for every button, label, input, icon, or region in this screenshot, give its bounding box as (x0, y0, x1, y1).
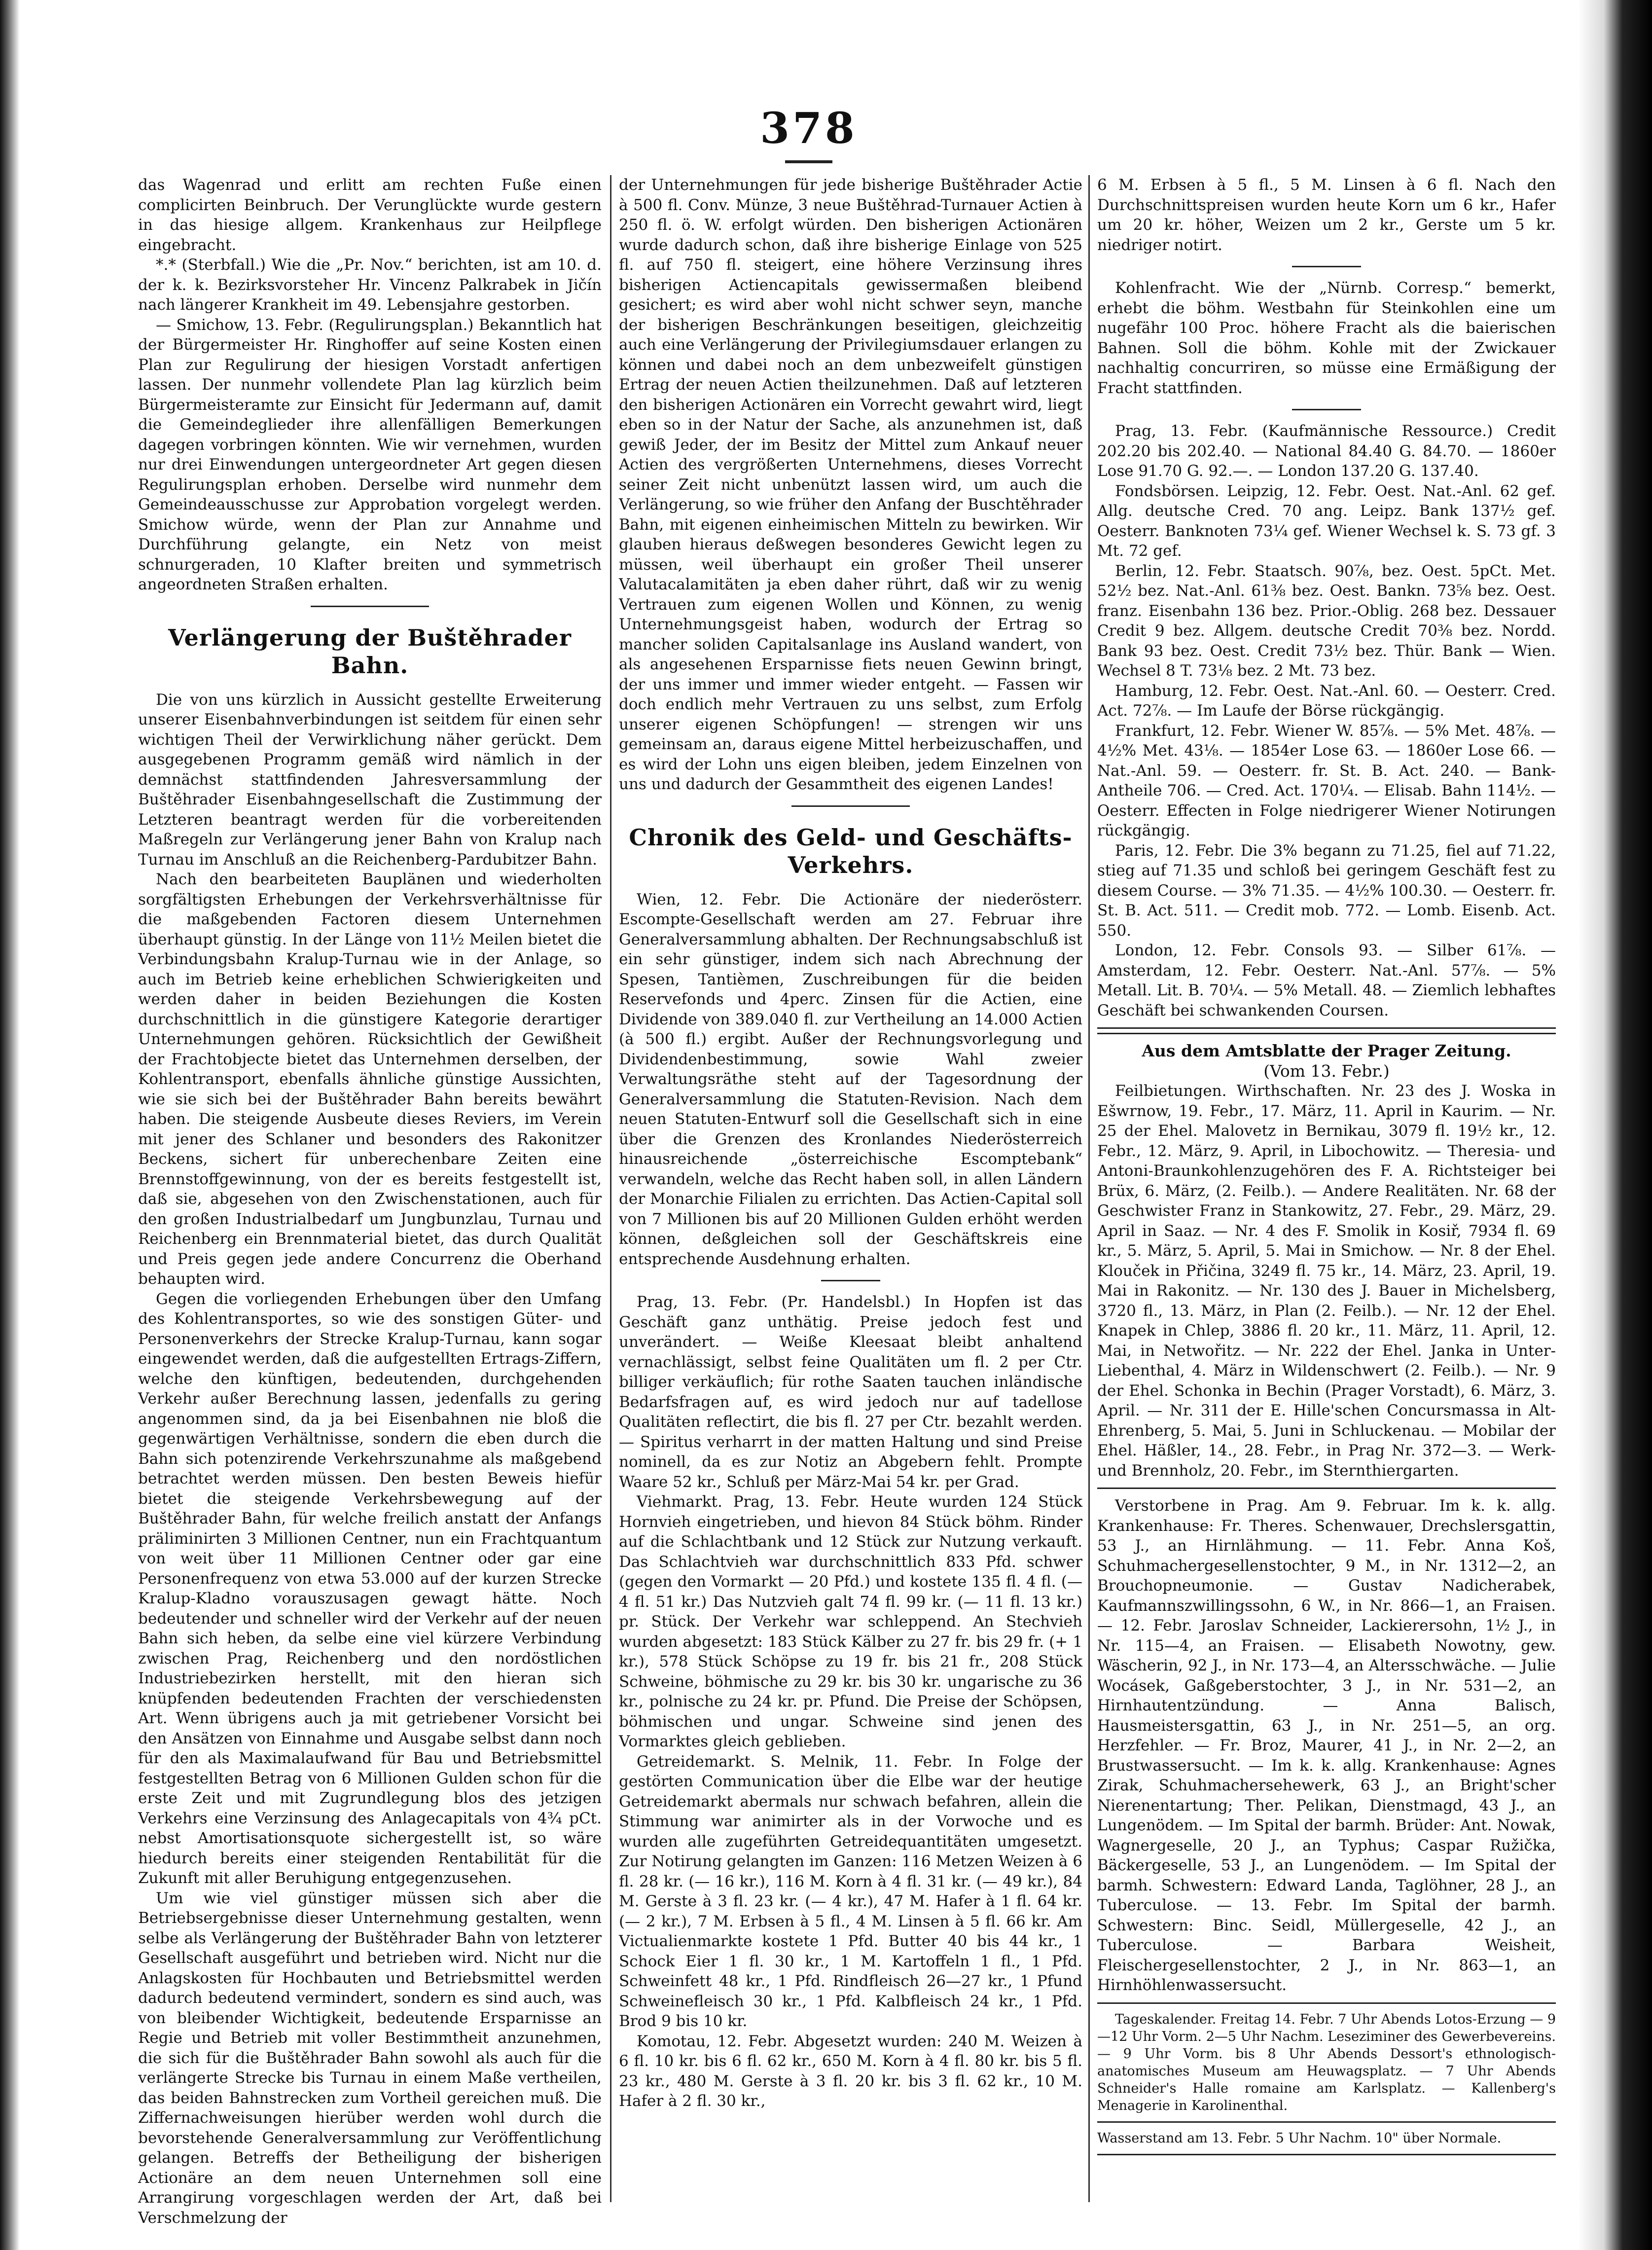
water-level: Wasserstand am 13. Febr. 5 Uhr Nachm. 10" über Normale. (1097, 2130, 1502, 2146)
section-divider (311, 606, 429, 607)
article-paragraph: Nach den bearbeiteten Bauplänen und wiederholten sorgfältigsten Erhebungen der Verkehrsverhältnisse für die maßgebenden Factoren diesem Unternehmen überhaupt günstig. In der Länge von 11½ Meilen bietet die Verbindungsbahn Kralup-Turnau wie in der Anlage, so auch im Betrieb keine erheblichen Schwierigkeiten und werden daher in beiden Beziehungen die Kosten durchschnittlich in die günstigere Kategorie derartiger Unternehmungen gehören. Rücksichtlich der Gewißheit der Frachtobjecte bietet das Unternehmen derselben, der Kohlentransport, ebenfalls ähnliche günstige Aussichten, wie sie sich bei der Buštěhrader Bahn bereits bewährt haben. Die steigende Ausbeute dieses Reviers, im Verein mit jener des Schlaner und besonders des Rakonitzer Beckens, sichert für unberechenbare Zeiten eine Brennstoffgewinnung, von der es bereits festgestellt ist, daß sie, abgesehen von den Zwischenstationen, auch für den großen Industrialbedarf um Jungbunzlau, Turnau und Reichenberg ein Brennmaterial bietet, das durch Qualität und Preis gegen jede andere Concurrenz die Oberhand behaupten wird. (138, 871, 602, 1288)
article-paragraph: Gegen die vorliegenden Erhebungen über den Umfang des Kohlentransportes, so wie des sonstigen Güter- und Personenverkehrs der Strecke Kralup-Turnau, kann sogar eingewendet werden, daß die aufgestellten Ertrags-Ziffern, welche den künftigen, bedeutenden, durchgehenden Verkehr außer Berechnung lassen, jedenfalls zu gering angenommen sind, da ja bei Eisenbahnen nie bloß die gegenwärtigen Verhältnisse, sondern die eben durch die Bahn sich potenzirende Verkehrszunahme als maßgebend betrachtet werden müssen. Den besten Beweis hiefür bietet die steigende Verkehrsbewegung auf der Buštěhrader Bahn, für welche freilich anstatt der Anfangs präliminirten 3 Millionen Centner, nun ein Frachtquantum von weit über 11 Millionen Centner oder gar eine Personenfrequenz von etwa 53.000 auf der kurzen Strecke Kralup-Kladno vorauszusagen gewagt hätte. Noch bedeutender und schneller wird der Verkehr auf der neuen Bahn sich heben, da selbe eine viel kürzere Verbindung zwischen Prag, Reichenberg und den nordöstlichen Industriebezirken herstellt, mit den hieran sich knüpfenden bedeutenden Frachten der verschiedensten Art. Wenn übrigens auch ja mit getriebener Vorsicht bei den Ansätzen von Einnahme und Ausgabe selbst dann noch für den als Maximalaufwand für Bau und Betriebsmittel festgestellten Betrag von 6 Millionen Gulden schon für die erste Zeit und mit Zugrundlegung blos des jetzigen Verkehrs eine Verzinsung des Anlagecapitals von 4¾ pCt. nebst Amortisationsquote sichergestellt ist, so wäre hiedurch bereits einer steigenden Rentabilität für die Zukunft mit aller Beruhigung entgegenzusehen. (138, 1290, 602, 1887)
scan-edge-right (1578, 0, 1652, 2250)
market-report: 6 M. Erbsen à 5 fl., 5 M. Linsen à 6 fl. Nach den Durchschnittspreisen wurden heute Korn um 6 kr., Hafer um 20 kr. höher, Weizen um 2 kr., Gerste um 5 kr. niedriger notirt. (1097, 176, 1556, 254)
section-title-amtsblatt: Aus dem Amtsblatte der Prager Zeitung. (1142, 1041, 1511, 1060)
official-notice: Feilbietungen. Wirthschaften. Nr. 23 des J. Woska in Ešwrnow, 19. Febr., 17. März, 11. April in Kaurim. — Nr. 25 der Ehel. Malovetz in Bernikau, 3079 fl. 19½ kr., 12. Febr., 12. März, 9. April, in Libochowitz. — Theresia- und Antoni-Braunkohlenzugehören des F. A. Richtsteiger bei Brüx, 6. März, (2. Feilb.). — Andere Realitäten. Nr. 68 der Geschwister Franz in Stankowitz, 27. Febr., 29. März, 29. April in Saaz. — Nr. 4 des F. Smolik in Kosiř, 7934 fl. 69 kr., 5. März, 5. April, 5. Mai in Smichow. — Nr. 8 der Ehel. Klouček in Přičina, 3249 fl. 75 kr., 14. März, 23. April, 19. Mai in Rakonitz. — Nr. 130 des J. Bauer in Michelsberg, 3720 fl., 13. März, in Plan (2. Feilb.). — Nr. 12 der Ehel. Knapek in Chlep, 3886 fl. 20 kr., 11. März, 11. April, 12. Mai, in Netwořitz. — Nr. 222 der Ehel. Janka in Unter-Liebenthal, 4. März in Wildenschwert (2. Feilb.). — Nr. 9 der Ehel. Schonka in Bechin (Prager Vorstadt), 6. März, 3. April. — Nr. 311 der E. Hille'schen Concursmassa in Alt-Ehrenberg, 5. Mai, 5. Juni in Schluckenau. — Mobilar der Ehel. Häßler, 14., 28. Febr., in Prag Nr. 372—3. — Werk- und Brennholz, 20. Febr., im Sternthiergarten. (1097, 1082, 1556, 1480)
section-divider (1292, 266, 1361, 267)
section-divider (791, 805, 910, 807)
daily-calendar: Tageskalender. Freitag 14. Febr. 7 Uhr Abends Lotos-Erzung — 9—12 Uhr Vorm. 2—5 Uhr Nachm. Leseziminer des Gewerbevereins. — 9 Uhr Vorm. bis 8 Uhr Abends Dessort's ethnologisch-anatomisches Museum am Heuwagsplatz. — 7 Uhr Abends Schneider's Halle romaine am Karlsplatz. — Kallenberg's Menagerie in Karolinenthal. (1097, 2011, 1556, 2113)
article-paragraph: — Smichow, 13. Febr. (Regulirungsplan.) Bekanntlich hat der Bürgermeister Hr. Ringhoffer auf seine Kosten einen Plan zur Regulirung der hiesigen Vorstadt anfertigen lassen. Der nunmehr vollendete Plan lag kürzlich beim Bürgermeisteramte zur Einsicht für Jedermann auf, damit die Gemeindeglieder ihre allenfälligen Bemerkungen dagegen vorbringen könnten. Wie wir vernehmen, wurden nur drei Einwendungen untergeordneter Art gegen diesen Regulirungsplan erhoben. Derselbe wird nunmehr dem Gemeindeausschusse zur Approbation vorgelegt werden. Smichow würde, wenn der Plan zur Annahme und Durchführung gelangte, ein Netz von meist schnurgeraden, 10 Klafter breiten und symmetrisch angeordneten Straßen erhalten. (138, 316, 602, 593)
section-title-date: (Vom 13. Febr.) (1263, 1061, 1390, 1081)
column-divider-2 (1088, 175, 1090, 2202)
market-report: Prag, 13. Febr. (Pr. Handelsbl.) In Hopfen ist das Geschäft ganz unthätig. Preise jedoch fest und unverändert. — Weiße Kleesaat bleibt anhaltend vernachlässigt, selbst feine Qualitäten um fl. 2 per Ctr. billiger verkäuflich; für rothe Saaten tauchen inländische Bedarfsfragen auf, es wird jedoch nur auf tadellose Qualitäten reflectirt, die bis fl. 27 per Ctr. bezahlt werden. — Spiritus verharrt in der matten Haltung und sind Preise nominell, da es zur Notiz an Abgebern fehlt. Prompte Waare 52 kr., Schluß per März-Mai 54 kr. per Grad. (619, 1293, 1082, 1491)
market-report: Wien, 12. Febr. Die Actionäre der niederösterr. Escompte-Gesellschaft werden am 27. Februar ihre Generalversammlung abhalten. Der Rechnungsabschluß ist ein sehr günstiger, indem sich nach Abrechnung der Spesen, Tantièmen, Zuschreibungen für die beiden Reservefonds und 4perc. Zinsen für die Actien, eine Dividende von 389.040 fl. zur Vertheilung an 14.000 Actien (à 500 fl.) ergibt. Außer der Rechnungsvorlegung und Dividendenbestimmung, sowie Wahl zweier Verwaltungsräthe steht auf der Tagesordnung der Generalversammlung die Statuten-Revision. Nach dem neuen Statuten-Entwurf soll die Gesellschaft sich in eine über die Grenzen des Kronlandes Niederösterreich hinausreichende „österreichische Escomptebank“ verwandeln, welche das Recht haben soll, in allen Ländern der Monarchie Filialen zu errichten. Das Actien-Capital soll von 7 Millionen bis auf 20 Millionen Gulden erhöht werden können, deßgleichen soll der Geschäftskreis eine entsprechende Ausdehnung erhalten. (619, 890, 1082, 1268)
section-divider-double (1097, 1027, 1556, 1034)
column-divider-1 (610, 175, 611, 2202)
article-paragraph: *.* (Sterbfall.) Wie die „Pr. Nov.“ berichten, ist am 10. d. der k. k. Bezirksvorsteher Hr. Vincenz Palkrabek in Jičín nach längerer Krankheit im 49. Lebensjahre gestorben. (138, 256, 602, 314)
column-2 (619, 175, 1082, 2207)
article-paragraph: Die von uns kürzlich in Aussicht gestellte Erweiterung unserer Eisenbahnverbindungen ist seitdem für einen sehr wichtigen Theil der Verwirklichung näher gerückt. Dem ausgegebenen Programm gemäß wird nämlich in der demnächst stattfindenden Jahresversammlung der Buštěhrader Eisenbahngesellschaft die Zustimmung der Letzteren beantragt werden für die vorbereitenden Maßregeln zur Verlängerung jener Bahn von Kralup nach Turnau im Anschluß an die Reichenberg-Pardubitzer Bahn. (138, 690, 602, 869)
section-divider (1292, 409, 1361, 410)
section-divider (1097, 2121, 1556, 2123)
section-divider (1097, 1488, 1556, 1489)
section-divider (1097, 2154, 1556, 2155)
exchange-report: Frankfurt, 12. Febr. Wiener W. 85⅞. — 5% Met. 48⅞. — 4½% Met. 43⅛. — 1854er Lose 63. — 1860er Lose 66. — Nat.-Anl. 59. — Oesterr. fr. St. B. Act. 240. — Bank-Antheile 706. — Cred. Act. 170¼. — Elisab. Bahn 114½. — Oesterr. Effecten in Folge niedrigerer Wiener Notirungen rückgängig. (1097, 722, 1556, 839)
article-paragraph: der Unternehmungen für jede bisherige Buštěhrader Actie à 500 fl. Conv. Münze, 3 neue Buštěhrad-Turnauer Actien à 250 fl. ö. W. erfolgt würden. Den bisherigen Actionären wurde dadurch schon, daß ihre bisherige Einlage von 525 fl. auf 750 fl. steigert, eine höhere Verzinsung ihres bisherigen Actiencapitals gewissermaßen bleibend gesichert; es wird aber wohl nicht schwer seyn, manche der bisherigen Beschränkungen beseitigen, gleichzeitig auch eine Verlängerung der Privilegiumsdauer erlangen zu können und dabei noch an dem unbezweifelt günstigen Ertrag der neuen Actien theilzunehmen. Daß auf letzteren den bisherigen Actionären ein Vorrecht gewahrt wird, liegt eben so in der Natur der Sache, als anzunehmen ist, daß gewiß Jeder, der im Besitz der Mittel zum Ankauf neuer Actien des vergrößerten Unternehmens, dieses Vorrecht seiner Zeit nicht unbenützt lassen wird, um auch die Verlängerung, so wie früher den Anfang der Buschtěhrader Bahn, mit eigenen einheimischen Mitteln zu bewirken. Wir glauben hieraus deßwegen besonderes Gewicht legen zu müssen, weil überhaupt ein großer Theil unserer Valutacalamitäten ja eben daher rührt, daß wir zu wenig Vertrauen zum eigenen Wollen und Können, zu wenig Unternehmungsgeist haben, wodurch der Ertrag so mancher soliden Capitalsanlage ins Ausland wandert, von als angesehenen Ersparnisse fiets neuen Gewinn bringt, der uns immer und immer wieder entgeht. — Fassen wir doch endlich mehr Vertrauen zu uns selbst, zum Erfolg unserer eigenen Schöpfungen! — strengen wir uns gemeinsam an, daraus eigene Mittel herbeizuschaffen, und es wird der Lohn uns eigen bleiben, jedem Einzelnen von uns und dadurch der Gesammtheit des eigenen Landes! (619, 176, 1082, 793)
section-divider (1097, 2002, 1556, 2004)
exchange-report: Prag, 13. Febr. (Kaufmännische Ressource.) Credit 202.20 bis 202.40. — National 84.40 G. 84.70. — 1860er Lose 91.70 G. 92.—. — London 137.20 G. 137.40. (1097, 422, 1556, 480)
exchange-report: Fondsbörsen. Leipzig, 12. Febr. Oest. Nat.-Anl. 62 gef. Allg. deutsche Cred. 70 ang. Leipz. Bank 137½ gef. Oesterr. Banknoten 73¼ gef. Wiener Wechsel k. S. 73 gf. 3 Mt. 72 gef. (1097, 482, 1556, 560)
market-report: Komotau, 12. Febr. Abgesetzt wurden: 240 M. Weizen à 6 fl. 10 kr. bis 6 fl. 62 kr., 650 M. Korn à 4 fl. 80 kr. bis 5 fl. 23 kr., 480 M. Gerste à 3 fl. 20 kr. bis 3 fl. 62 kr., 10 M. Hafer à 2 fl. 30 kr., (619, 2032, 1082, 2110)
page-number-underline (785, 160, 832, 163)
section-headline: Chronik des Geld- und Geschäfts-Verkehrs. (629, 824, 1073, 878)
page-number: 378 (760, 104, 858, 153)
article-headline: Verlängerung der Buštěhrader Bahn. (168, 624, 572, 679)
scan-edge-left (0, 0, 20, 2250)
article-paragraph: Um wie viel günstiger müssen sich aber die Betriebsergebnisse dieser Unternehmung gestalten, wenn selbe als Verlängerung der Buštěhrader Bahn von letzterer Gesellschaft ausgeführt und betrieben wird. Nicht nur die Anlagskosten für Hochbauten und Betriebsmittel werden dadurch bedeutend vermindert, sondern es sind auch, was von bleibender Wichtigkeit, bedeutende Ersparnisse an Regie und Betrieb mit voller Bestimmtheit anzunehmen, die sich für die Buštěhrader Bahn sowohl als auch für die verlängerte Strecke bis Turnau in einem Maße vertheilen, das beiden Bahnstrecken zum Vortheil gereichen muß. Die Ziffernachweisungen hierüber werden wohl durch die bevorstehende Generalversammlung zur Veröffentlichung gelangen. Betreffs der Betheiligung der bisherigen Actionäre an dem neuen Unternehmen soll eine Arrangirung vorgeschlagen werden der Art, daß bei Verschmelzung der (138, 1889, 602, 2227)
column-3 (1097, 175, 1556, 2207)
market-report: Kohlenfracht. Wie der „Nürnb. Corresp.“ bemerkt, erhebt die böhm. Westbahn für Steinkohlen eine um nugefähr 100 Proc. höhere Fracht als die baierischen Bahnen. Soll die böhm. Kohle mit der Zwickauer nachhaltig concurriren, so müsse eine Ermäßigung der Fracht stattfinden. (1097, 279, 1556, 397)
column-1 (138, 175, 602, 2227)
death-notices: Verstorbene in Prag. Am 9. Februar. Im k. k. allg. Krankenhause: Fr. Theres. Schenwauer, Drechslersgattin, 53 J., an Hirnlähmung. — 11. Febr. Anna Koš, Schuhmachergesellenstochter, 9 M., in Nr. 1312—2, an Brouchopneumonie. — Gustav Nadicherabek, Kaufmannszwillingssohn, 6 W., in Nr. 866—1, an Fraisen. — 12. Febr. Jaroslav Schneider, Lackierersohn, 1½ J., in Nr. 115—4, an Fraisen. — Elisabeth Nowotny, gew. Wäscherin, 92 J., in Nr. 173—4, an Altersschwäche. — Julie Wocásek, Gaßgeberstochter, 3 J., in Nr. 531—2, an Hirnhautentzündung. — Anna Balisch, Hausmeistersgattin, 63 J., in Nr. 251—5, an org. Herzfehler. — Fr. Broz, Maurer, 41 J., in Nr. 2—2, an Brustwassersucht. — Im k. k. allg. Krankenhause: Agnes Zirak, Schuhmachersehewerk, 63 J., an Bright'scher Nierenentartung; Ther. Pelikan, Dienstmagd, 43 J., an Lungenödem. — Im Spital der barmh. Brüder: Ant. Nowak, Wagnergeselle, 20 J., an Typhus; Caspar Ružička, Bäckergeselle, 53 J., an Lungenödem. — Im Spital der barmh. Schwestern: Edward Landa, Taglöhner, 28 J., an Tuberculose. — 13. Febr. Im Spital der barmh. Schwestern: Binc. Seidl, Müllergeselle, 42 J., an Tuberculose. — Barbara Weisheit, Fleischergesellenstochter, 2 J., in Nr. 863—1, an Hirnhöhlenwassersucht. (1097, 1497, 1556, 1994)
exchange-report: Paris, 12. Febr. Die 3% begann zu 71.25, fiel auf 71.22, stieg auf 71.35 und schloß bei geringem Geschäft fest zu diesem Course. — 3% 71.35. — 4½% 100.30. — Oesterr. fr. St. B. Act. 511. — Credit mob. 772. — Lomb. Eisenb. Act. 550. (1097, 841, 1556, 940)
exchange-report: Hamburg, 12. Febr. Oest. Nat.-Anl. 60. — Oesterr. Cred. Act. 72⅞. — Im Laufe der Börse rückgängig. (1097, 682, 1556, 720)
market-report: Viehmarkt. Prag, 13. Febr. Heute wurden 124 Stück Hornvieh eingetrieben, und hievon 84 Stück böhm. Rinder auf die Schlachtbank und 12 Stück zur Nutzung verkauft. Das Schlachtvieh war durchschnittlich 833 Pfd. schwer (gegen den Vormarkt — 20 Pfd.) und kostete 135 fl. 4 fl. (— 4 fl. 51 kr.) Das Nutzvieh galt 74 fl. 99 kr. (— 11 fl. 13 kr.) pr. Stück. Der Verkehr war schleppend. An Stechvieh wurden abgesetzt: 183 Stück Kälber zu 27 fr. bis 29 fr. (+ 1 kr.), 578 Stück Schöpse zu 19 fr. bis 21 fr., 208 Stück Schweine, böhmische zu 29 kr. bis 30 kr. ungarische zu 36 kr., polnische zu 24 kr. pr. Pfund. Die Preise der Schöpsen, böhmischen und ungar. Schweine sind jenen des Vormarktes gleich geblieben. (619, 1493, 1082, 1750)
exchange-report: London, 12. Febr. Consols 93. — Silber 61⅞. — Amsterdam, 12. Febr. Oesterr. Nat.-Anl. 57⅞. — 5% Metall. Lit. B. 70¼. — 5% Metall. 48. — Ziemlich lebhaftes Geschäft bei schwankenden Coursen. (1097, 942, 1556, 1019)
exchange-report: Berlin, 12. Febr. Staatsch. 90⅞, bez. Oest. 5pCt. Met. 52½ bez. Nat.-Anl. 61⅜ bez. Oest. Bankn. 73⅝ bez. Oest. franz. Eisenbahn 136 bez. Prior.-Oblig. 268 bez. Dessauer Credit 9 bez. Allgem. deutsche Credit 70⅜ bez. Nordd. Bank 93 bez. Oest. Credit 73½ bez. Thür. Bank — Wien. Wechsel 8 T. 73⅛ bez. 2 Mt. 73 bez. (1097, 562, 1556, 680)
article-paragraph: das Wagenrad und erlitt am rechten Fuße einen complicirten Beinbruch. Der Verunglückte wurde gestern in das hiesige allgem. Krankenhaus zur Heilpflege eingebracht. (138, 176, 602, 254)
section-divider (821, 1280, 880, 1281)
market-report: Getreidemarkt. S. Melnik, 11. Febr. In Folge der gestörten Communication über die Elbe war der heutige Getreidemarkt abermals nur schwach befahren, allein die Stimmung war animirter als in der Vorwoche und es wurden alle zugeführten Getreidequantitäten umgesetzt. Zur Notirung gelangten im Ganzen: 116 Metzen Weizen à 6 fl. 28 kr. (— 16 kr.), 116 M. Korn à 4 fl. 31 kr. (— 49 kr.), 84 M. Gerste à 3 fl. 23 kr. (— 4 kr.), 47 M. Hafer à 1 fl. 64 kr. (— 2 kr.), 7 M. Erbsen à 5 fl., 4 M. Linsen à 5 fl. 66 kr. Am Victualienmarkte kostete 1 Pfd. Butter 40 bis 44 kr., 1 Schock Eier 1 fl. 30 kr., 1 M. Kartoffeln 1 fl., 1 Pfd. Schweinfett 48 kr., 1 Pfd. Rindfleisch 26—27 kr., 1 Pfund Schweinefleisch 30 kr., 1 Pfd. Kalbfleisch 24 kr., 1 Pfd. Brod 9 bis 10 kr. (619, 1752, 1082, 2030)
